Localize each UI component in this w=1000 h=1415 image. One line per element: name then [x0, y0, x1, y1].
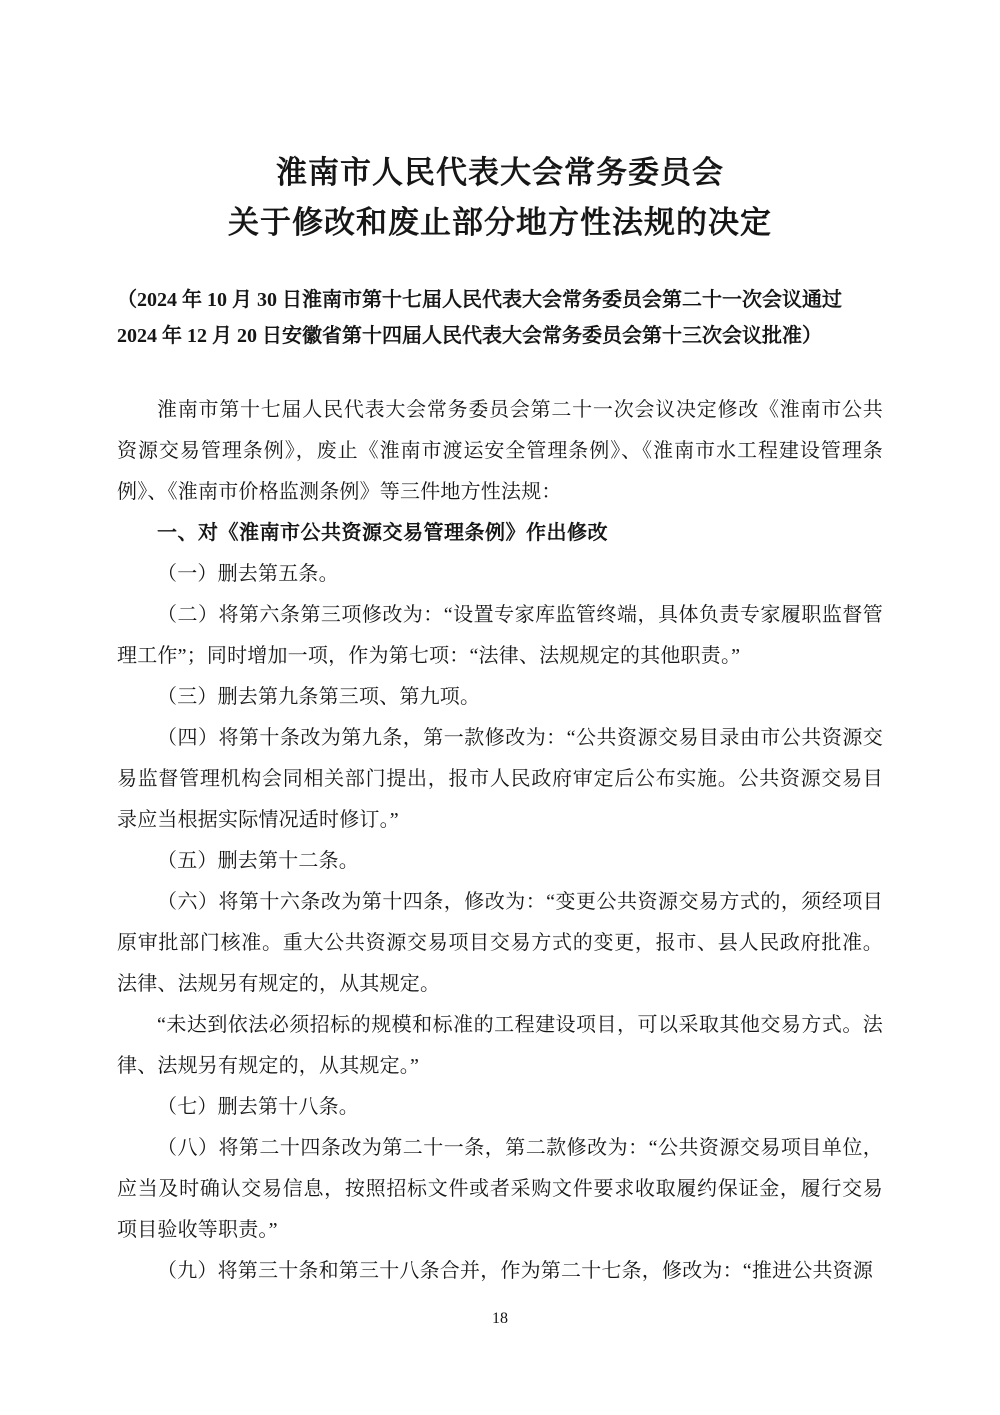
clause-9: （九）将第三十条和第三十八条合并，作为第二十七条，修改为：“推进公共资源 — [157, 1260, 874, 1282]
clause-1: （一）删去第五条。 — [157, 563, 339, 585]
document-body — [117, 390, 883, 1292]
clause-7: （七）删去第十八条。 — [157, 1096, 359, 1118]
clause-3: （三）删去第九条第三项、第九项。 — [157, 686, 481, 708]
meta-line-adoption: （2024 年 10 月 30 日淮南市第十七届人民代表大会常务委员会第二十一次会议通过 — [117, 289, 842, 311]
document-title — [117, 148, 883, 248]
title-line-1: 淮南市人民代表大会常务委员会 — [276, 155, 724, 190]
clause-2: （二）将第六条第三项修改为：“设置专家库监管终端，具体负责专家履职监督管理工作”；同时增加一项，作为第七项：“法律、法规规定的其他职责。” — [117, 604, 883, 667]
clause-6: （六）将第十六条改为第十四条，修改为：“变更公共资源交易方式的，须经项目原审批部门核准。重大公共资源交易项目交易方式的变更，报市、县人民政府批准。法律、法规另有规定的，从其规定。 — [117, 891, 883, 995]
section-heading-1: 一、对《淮南市公共资源交易管理条例》作出修改 — [157, 522, 608, 544]
clause-5: （五）删去第十二条。 — [157, 850, 359, 872]
page-number: 18 — [492, 1310, 508, 1327]
clause-6-continuation: “未达到依法必须招标的规模和标准的工程建设项目，可以采取其他交易方式。法律、法规另有规定的，从其规定。” — [117, 1014, 883, 1077]
title-line-2: 关于修改和废止部分地方性法规的决定 — [228, 205, 772, 240]
meta-line-approval: 2024 年 12 月 20 日安徽省第十四届人民代表大会常务委员会第十三次会议批准） — [117, 325, 822, 347]
document-page — [117, 0, 883, 1330]
clause-8: （八）将第二十四条改为第二十一条，第二款修改为：“公共资源交易项目单位，应当及时确认交易信息，按照招标文件或者采购文件要求收取履约保证金，履行交易项目验收等职责。” — [117, 1137, 883, 1241]
adoption-approval-note — [117, 282, 883, 354]
body-paragraph-intro: 淮南市第十七届人民代表大会常务委员会第二十一次会议决定修改《淮南市公共资源交易管理条例》，废止《淮南市渡运安全管理条例》、《淮南市水工程建设管理条例》、《淮南市价格监测条例》等三件地方性法规： — [117, 399, 883, 503]
clause-4: （四）将第十条改为第九条，第一款修改为：“公共资源交易目录由市公共资源交易监督管理机构会同相关部门提出，报市人民政府审定后公布实施。公共资源交易目录应当根据实际情况适时修订。” — [117, 727, 883, 831]
